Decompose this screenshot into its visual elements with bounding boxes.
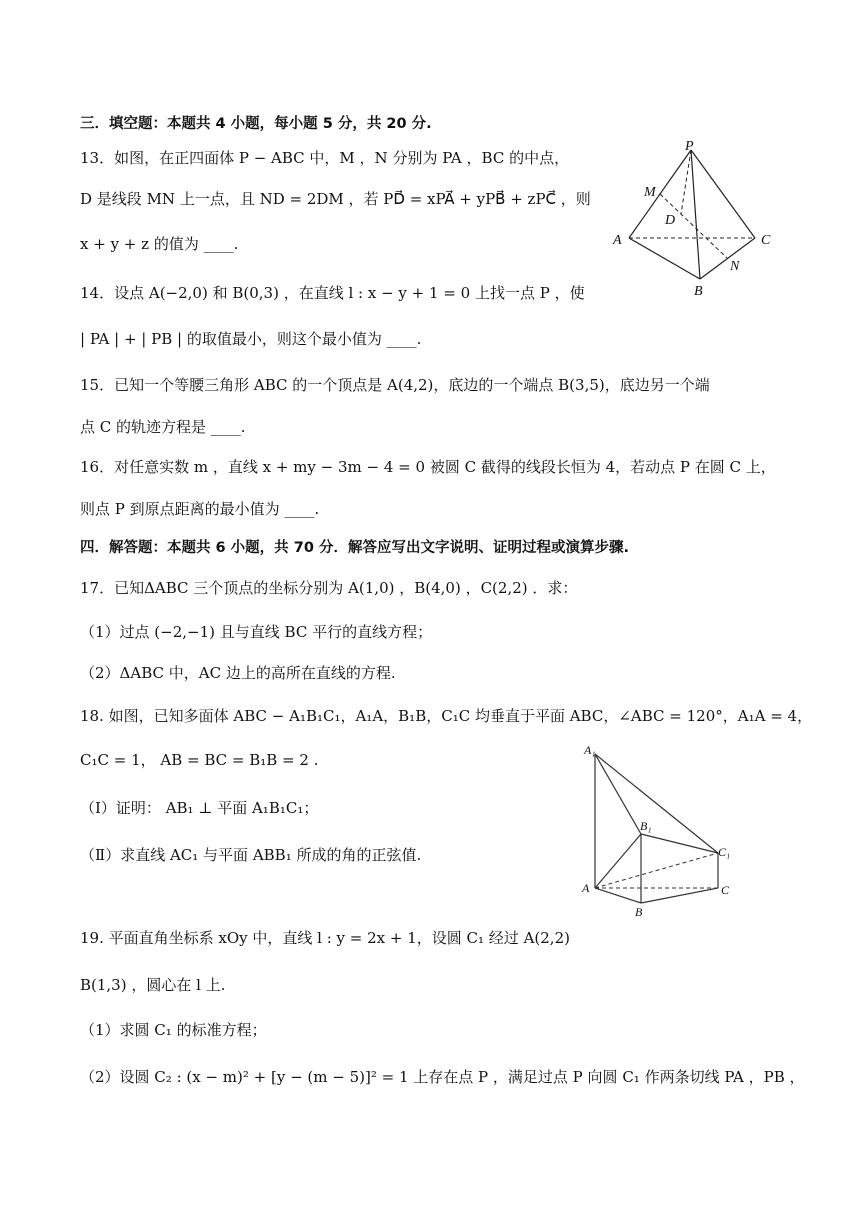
edge-BC [641, 888, 718, 903]
section-header-fill-blank: 三．填空题：本题共 4 小题，每小题 5 分，共 20 分. [80, 116, 432, 132]
label-B: B [694, 284, 703, 298]
q18-line-1: 18. 如图，已知多面体 ABC − A₁B₁C₁，A₁A，B₁B，C₁C 均垂直于平面 ABC，∠ABC = 120°，A₁A = 4， [80, 707, 813, 725]
edge-PC [691, 150, 755, 238]
q16-line-1: 16．对任意实数 m ，直线 x + my − 3m − 4 = 0 被圆 C 截得的线段长恒为 4，若动点 P 在圆 C 上， [80, 458, 776, 476]
label-B: B [635, 905, 643, 919]
label-M: M [644, 185, 656, 200]
q15-line-1: 15．已知一个等腰三角形 ABC 的一个顶点是 A(4,2)，底边的一个端点 B(3,5)，底边另一个端 [80, 376, 710, 394]
q14-line-1: 14．设点 A(−2,0) 和 B(0,3) ，在直线 l : x − y + 1 = 0 上找一点 P ，使 [80, 284, 585, 302]
q17-line-1: 17．已知ΔABC 三个顶点的坐标分别为 A(1,0) ，B(4,0) ，C(2,2) ．求： [80, 579, 578, 597]
q16-line-2: 则点 P 到原点距离的最小值为 ____. [80, 500, 320, 518]
label-A1: A₁ [584, 743, 596, 757]
label-A: A [582, 881, 590, 895]
q13-line-2: D 是线段 MN 上一点，且 ND = 2DM ，若 PD⃗ = xPA⃗ + yPB⃗ + zPC⃗ ，则 [80, 190, 591, 208]
q14-line-2: | PA | + | PB | 的取值最小，则这个最小值为 ____. [80, 330, 422, 348]
label-P: P [685, 140, 694, 154]
edge-A1B1 [595, 754, 641, 834]
q18-line-3: （Ⅰ）证明： AB₁ ⊥ 平面 A₁B₁C₁； [80, 799, 319, 817]
polyhedron-figure [578, 740, 748, 920]
q17-line-2: （1）过点 (−2,−1) 且与直线 BC 平行的直线方程； [80, 623, 433, 641]
label-C: C [721, 883, 730, 897]
label-C: C [761, 233, 771, 248]
q18-line-2: C₁C = 1， AB = BC = B₁B = 2 . [80, 751, 319, 769]
edge-AB [629, 238, 700, 279]
q19-line-2: B(1,3) ，圆心在 l 上. [80, 976, 226, 994]
label-A: A [613, 233, 622, 248]
q18-line-4: （Ⅱ）求直线 AC₁ 与平面 ABB₁ 所成的角的正弦值. [80, 846, 422, 864]
label-N: N [730, 259, 740, 274]
q15-line-2: 点 C 的轨迹方程是 ____. [80, 418, 246, 436]
edge-BC [700, 238, 755, 279]
q19-line-3: （1）求圆 C₁ 的标准方程； [80, 1021, 267, 1039]
edge-AB [595, 888, 641, 903]
section-header-answer: 四．解答题：本题共 6 小题，共 70 分．解答应写出文字说明、证明过程或演算步骤. [80, 540, 629, 556]
q17-line-3: （2）ΔABC 中，AC 边上的高所在直线的方程. [80, 664, 396, 682]
q13-line-3: x + y + z 的值为 ____. [80, 235, 239, 253]
segment-AC1-hidden [595, 853, 718, 888]
label-D: D [665, 213, 676, 228]
q19-line-1: 19. 平面直角坐标系 xOy 中，直线 l : y = 2x + 1，设圆 C₁ 经过 A(2,2) [80, 929, 570, 947]
label-C1: C₁ [718, 845, 731, 859]
q19-line-4: （2）设圆 C₂ : (x − m)² + [y − (m − 5)]² = 1 上存在点 P ，满足过点 P 向圆 C₁ 作两条切线 PA ，PB ， [80, 1068, 805, 1086]
edge-AB1 [595, 834, 641, 888]
tetrahedron-figure [605, 140, 785, 298]
label-B1: B₁ [640, 819, 652, 833]
q13-line-1: 13．如图，在正四面体 P − ABC 中，M ，N 分别为 PA ，BC 的中点， [80, 149, 570, 167]
segment-PD-hidden [681, 150, 691, 214]
edge-PB [691, 150, 700, 279]
